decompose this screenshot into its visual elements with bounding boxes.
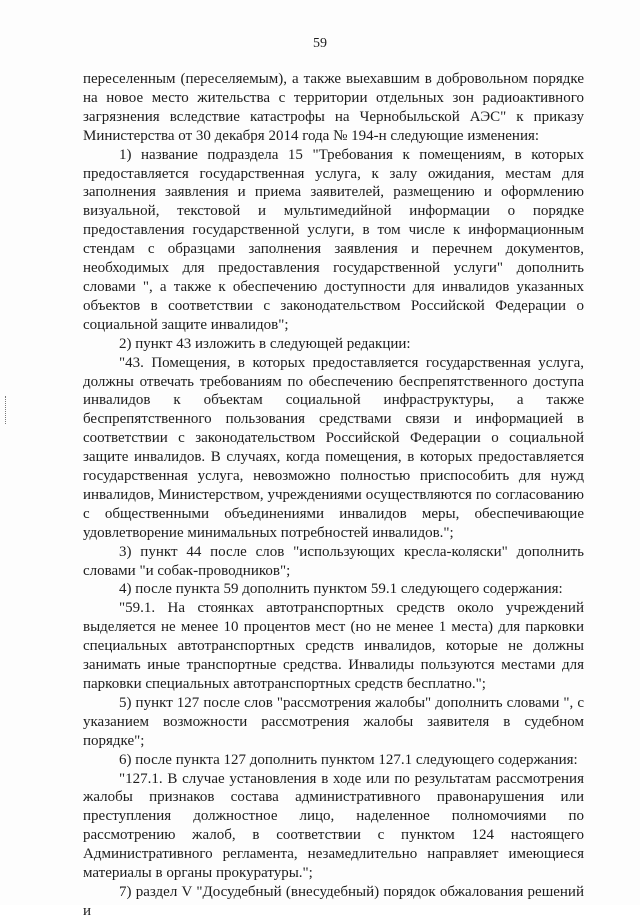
paragraph: 4) после пункта 59 дополнить пунктом 59.1 следующего содержания: <box>119 581 563 598</box>
paragraph: 1) название подраздела 15 "Требования к помещениям, в которых предоставляется государственная услуга, к залу ожидания, местам для заполнения заявления и приема заявителей, размещению и оформлению визуальной, текстовой и мультимедийной информации о порядке предоставления государственной услуги, в том числе к информационным стендам с образцами заполнения заявления и перечнем документов, необходимых для предоставления государственной услуги" дополнить словами ", а также к обеспечению доступности для инвалидов указанных объектов в соответствии с законодательством Российской Федерации о социальной защите инвалидов"; <box>83 146 584 333</box>
paragraph: "43. Помещения, в которых предоставляется государственная услуга, должны отвечать требованиям по обеспечению беспрепятственного доступа инвалидов к объектам социальной инфраструктуры, а также беспрепятственного пользования средствами связи и информацией в соответствии с законодательством Российской Федерации о социальной защите инвалидов. В случаях, когда помещения, в которых предоставляется государственная услуга, невозможно полностью приспособить для нужд инвалидов, Министерством, учреждениями осуществляются по согласованию с общественными объединениями инвалидов меры, обеспечивающие удовлетворение минимальных потребностей инвалидов."; <box>83 354 584 541</box>
paragraph: 3) пункт 44 после слов "использующих кресла-коляски" дополнить словами "и собак-проводников"; <box>83 543 584 579</box>
paragraph: переселенным (переселяемым), а также выехавшим в добровольном порядке на новое место жительства с территории отдельных зон радиоактивного загрязнения вследствие катастрофы на Чернобыльской АЭС" к приказу Министерства от 30 декабря 2014 года № 194-н следующие изменения: <box>83 71 584 144</box>
paragraph: 2) пункт 43 изложить в следующей редакции: <box>119 335 411 352</box>
document-body <box>83 70 584 921</box>
paragraph: "59.1. На стоянках автотранспортных средств около учреждений выделяется не менее 10 процентов мест (но не менее 1 места) для парковки специальных автотранспортных средств инвалидов, которые не должны занимать иные транспортные средства. Инвалиды пользуются местами для парковки специальных автотранспортных средств бесплатно."; <box>83 600 584 692</box>
page-number: 59 <box>313 36 327 51</box>
paragraph: 6) после пункта 127 дополнить пунктом 127.1 следующего содержания: <box>119 751 578 768</box>
margin-mark <box>5 396 8 424</box>
paragraph: 7) раздел V "Досудебный (внесудебный) порядок обжалования решений и <box>83 883 584 919</box>
paragraph: "127.1. В случае установления в ходе или по результатам рассмотрения жалобы признаков состава административного правонарушения или преступления должностное лицо, наделенное полномочиями по рассмотрению жалоб, в соответствии с пунктом 124 настоящего Административного регламента, незамедлительно направляет имеющиеся материалы в органы прокуратуры."; <box>83 770 584 882</box>
paragraph: 5) пункт 127 после слов "рассмотрения жалобы" дополнить словами ", с указанием возможности рассмотрения жалобы заявителя в судебном порядке"; <box>83 694 584 749</box>
